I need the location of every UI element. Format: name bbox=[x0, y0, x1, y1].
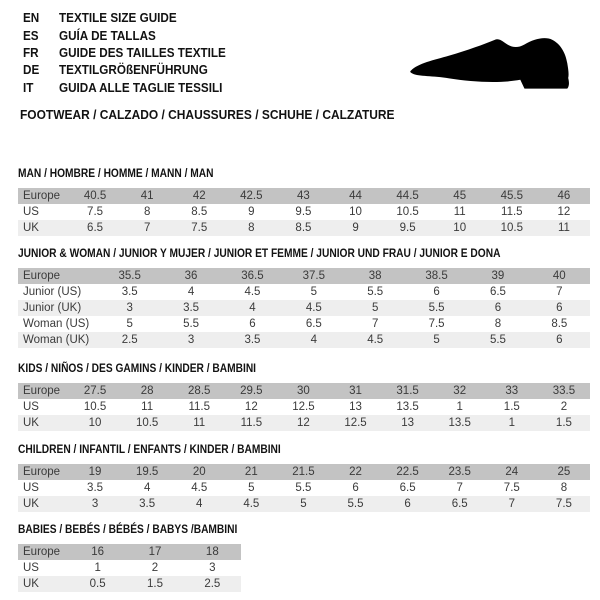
size-value: 21 bbox=[244, 466, 258, 478]
language-label: TEXTILE SIZE GUIDE bbox=[59, 10, 177, 26]
size-value: 11.5 bbox=[501, 206, 523, 218]
size-value: 9 bbox=[352, 222, 359, 234]
size-value: 11 bbox=[193, 417, 206, 429]
size-value: 2 bbox=[560, 401, 568, 413]
row-label: UK bbox=[23, 417, 39, 429]
size-value: 42 bbox=[192, 190, 206, 202]
size-value: 5 bbox=[371, 302, 379, 314]
row-label: Europe bbox=[23, 270, 61, 282]
language-row bbox=[23, 44, 244, 61]
table-row bbox=[18, 464, 590, 480]
size-value: 1 bbox=[94, 562, 101, 574]
language-code: DE bbox=[23, 62, 40, 78]
section-title: MAN / HOMBRE / HOMME / MANN / MAN bbox=[18, 166, 214, 180]
table-row bbox=[18, 284, 590, 300]
size-value: 16 bbox=[91, 546, 105, 558]
size-value: 0.5 bbox=[89, 578, 106, 590]
row-label: UK bbox=[23, 578, 39, 590]
size-value: 4 bbox=[187, 286, 195, 298]
size-value: 6.5 bbox=[451, 498, 468, 510]
size-value: 5.5 bbox=[295, 482, 312, 494]
size-value: 27.5 bbox=[83, 385, 107, 397]
size-value: 13.5 bbox=[396, 401, 419, 413]
size-value: 2.5 bbox=[121, 334, 138, 346]
row-label: US bbox=[23, 562, 39, 574]
size-value: 45 bbox=[453, 190, 467, 202]
size-value: 19 bbox=[88, 466, 102, 478]
size-value: 10 bbox=[88, 417, 102, 429]
row-label: US bbox=[23, 206, 39, 218]
size-value: 24 bbox=[505, 466, 519, 478]
size-value: 31 bbox=[349, 385, 362, 397]
size-value: 12 bbox=[557, 206, 571, 218]
table-row bbox=[18, 496, 590, 512]
table-row bbox=[18, 399, 590, 415]
size-value: 6.5 bbox=[489, 286, 506, 298]
size-value: 10.5 bbox=[396, 206, 419, 218]
size-value: 7.5 bbox=[555, 498, 572, 510]
size-value: 8 bbox=[248, 222, 255, 234]
category-title: FOOTWEAR / CALZADO / CHAUSSURES / SCHUHE / CALZATURE bbox=[20, 107, 395, 122]
size-value: 8.5 bbox=[295, 222, 312, 234]
size-value: 6.5 bbox=[87, 222, 104, 234]
size-value: 32 bbox=[453, 385, 467, 397]
table-row bbox=[18, 415, 590, 431]
size-value: 46 bbox=[557, 190, 571, 202]
size-value: 44.5 bbox=[396, 190, 419, 202]
section-junior-woman bbox=[18, 247, 590, 348]
table-row bbox=[18, 316, 590, 332]
size-table-kids bbox=[18, 383, 590, 431]
size-value: 5 bbox=[300, 498, 307, 510]
language-row bbox=[23, 26, 244, 43]
language-row bbox=[23, 9, 244, 26]
size-value: 1 bbox=[456, 401, 463, 413]
size-value: 7 bbox=[456, 482, 463, 494]
section-title: BABIES / BEBÉS / BÉBÉS / BABYS /BAMBINI bbox=[18, 522, 238, 536]
table-row bbox=[18, 220, 590, 236]
size-value: 1.5 bbox=[146, 578, 163, 590]
size-value: 13 bbox=[401, 417, 414, 429]
size-value: 23.5 bbox=[448, 466, 471, 478]
size-value: 5 bbox=[126, 318, 133, 330]
size-value: 17 bbox=[148, 546, 162, 558]
size-value: 22 bbox=[349, 466, 362, 478]
table-row bbox=[18, 544, 241, 560]
size-value: 1 bbox=[508, 417, 515, 429]
size-value: 33.5 bbox=[552, 385, 576, 397]
size-value: 4 bbox=[310, 334, 318, 346]
size-value: 36 bbox=[184, 270, 198, 282]
size-value: 11.5 bbox=[188, 401, 210, 413]
table-row bbox=[18, 383, 590, 399]
size-value: 10.5 bbox=[83, 401, 107, 413]
size-value: 5.5 bbox=[347, 498, 364, 510]
size-value: 25 bbox=[557, 466, 571, 478]
size-value: 40.5 bbox=[83, 190, 107, 202]
size-value: 30 bbox=[297, 385, 310, 397]
language-list bbox=[23, 9, 244, 96]
size-value: 13 bbox=[349, 401, 362, 413]
section-kids bbox=[18, 362, 590, 431]
language-code: FR bbox=[23, 44, 39, 60]
size-value: 3 bbox=[187, 334, 195, 346]
dress-shoe-icon bbox=[398, 22, 584, 106]
size-value: 31.5 bbox=[396, 385, 419, 397]
size-value: 4.5 bbox=[191, 482, 208, 494]
language-code: ES bbox=[23, 27, 39, 43]
table-row bbox=[18, 300, 590, 316]
size-value: 19.5 bbox=[135, 466, 159, 478]
size-value: 6 bbox=[433, 286, 440, 298]
size-value: 12 bbox=[244, 401, 258, 413]
size-value: 10.5 bbox=[500, 222, 523, 234]
size-value: 7 bbox=[508, 498, 515, 510]
size-value: 20 bbox=[192, 466, 206, 478]
language-label: GUÍA DE TALLAS bbox=[59, 27, 156, 43]
row-label: US bbox=[23, 401, 39, 413]
size-value: 5.5 bbox=[489, 334, 506, 346]
size-value: 4.5 bbox=[244, 286, 261, 298]
section-title: KIDS / NIÑOS / DES GAMINS / KINDER / BAMBINI bbox=[18, 361, 257, 375]
size-value: 8.5 bbox=[551, 318, 568, 330]
size-value: 1.5 bbox=[503, 401, 520, 413]
size-value: 6 bbox=[404, 498, 411, 510]
size-value: 38.5 bbox=[425, 270, 448, 282]
size-value: 8 bbox=[494, 318, 502, 330]
size-value: 7.5 bbox=[503, 482, 520, 494]
row-label: UK bbox=[23, 222, 39, 234]
size-value: 35.5 bbox=[118, 270, 141, 282]
size-value: 3.5 bbox=[139, 498, 156, 510]
size-value: 37.5 bbox=[302, 270, 325, 282]
size-value: 4 bbox=[249, 302, 256, 314]
size-value: 8 bbox=[143, 206, 151, 218]
size-value: 42.5 bbox=[240, 190, 263, 202]
size-value: 11.5 bbox=[240, 417, 263, 429]
section-title: CHILDREN / INFANTIL / ENFANTS / KINDER / BAMBINI bbox=[18, 442, 281, 456]
size-value: 33 bbox=[505, 385, 519, 397]
size-value: 43 bbox=[297, 190, 310, 202]
size-value: 5.5 bbox=[183, 318, 200, 330]
language-row bbox=[23, 79, 244, 96]
table-row bbox=[18, 480, 590, 496]
size-value: 5 bbox=[310, 286, 318, 298]
row-label: US bbox=[23, 482, 39, 494]
size-value: 10.5 bbox=[135, 417, 159, 429]
row-label: Woman (US) bbox=[23, 318, 90, 330]
table-row bbox=[18, 204, 590, 220]
row-label: Woman (UK) bbox=[23, 334, 90, 346]
language-row bbox=[23, 61, 244, 78]
language-label: GUIDE DES TAILLES TEXTILE bbox=[59, 44, 226, 60]
size-value: 11 bbox=[453, 206, 466, 218]
size-value: 9.5 bbox=[295, 206, 312, 218]
size-value: 4.5 bbox=[305, 302, 322, 314]
size-value: 7 bbox=[143, 222, 151, 234]
size-value: 9.5 bbox=[399, 222, 416, 234]
size-value: 6 bbox=[249, 318, 256, 330]
size-value: 44 bbox=[349, 190, 362, 202]
size-value: 22.5 bbox=[396, 466, 419, 478]
size-value: 6.5 bbox=[305, 318, 322, 330]
size-value: 6 bbox=[352, 482, 359, 494]
table-row bbox=[18, 576, 241, 592]
size-value: 6 bbox=[556, 302, 563, 314]
size-value: 4 bbox=[196, 498, 203, 510]
table-row bbox=[18, 268, 590, 284]
size-value: 7.5 bbox=[428, 318, 445, 330]
section-babies bbox=[18, 523, 276, 592]
size-value: 2 bbox=[151, 562, 159, 574]
language-code: EN bbox=[23, 10, 40, 26]
row-label: Junior (US) bbox=[23, 286, 82, 298]
language-label: TEXTILGRÖßENFÜHRUNG bbox=[59, 62, 208, 78]
language-label: GUIDA ALLE TAGLIE TESSILI bbox=[59, 79, 223, 95]
table-row bbox=[18, 332, 590, 348]
size-value: 3 bbox=[91, 498, 99, 510]
size-value: 5 bbox=[433, 334, 440, 346]
size-value: 4.5 bbox=[367, 334, 384, 346]
section-title: JUNIOR & WOMAN / JUNIOR Y MUJER / JUNIOR ET FEMME / JUNIOR UND FRAU / JUNIOR E DONA bbox=[18, 246, 501, 260]
size-value: 3 bbox=[209, 562, 216, 574]
size-value: 7.5 bbox=[87, 206, 104, 218]
size-value: 21.5 bbox=[292, 466, 315, 478]
size-value: 7.5 bbox=[191, 222, 208, 234]
size-value: 2.5 bbox=[204, 578, 221, 590]
size-value: 7 bbox=[556, 286, 563, 298]
size-table-babies bbox=[18, 544, 241, 592]
size-value: 5 bbox=[248, 482, 255, 494]
row-label: UK bbox=[23, 498, 39, 510]
size-value: 13.5 bbox=[448, 417, 471, 429]
size-value: 11 bbox=[557, 222, 570, 234]
table-row bbox=[18, 188, 590, 204]
size-value: 5.5 bbox=[428, 302, 445, 314]
size-value: 12.5 bbox=[292, 401, 315, 413]
size-value: 7 bbox=[371, 318, 379, 330]
size-value: 45.5 bbox=[500, 190, 523, 202]
size-value: 36.5 bbox=[241, 270, 264, 282]
size-value: 8 bbox=[560, 482, 568, 494]
size-value: 3.5 bbox=[183, 302, 200, 314]
size-value: 6 bbox=[494, 302, 502, 314]
table-row bbox=[18, 560, 241, 576]
size-value: 11 bbox=[141, 401, 154, 413]
size-value: 38 bbox=[368, 270, 382, 282]
size-value: 3.5 bbox=[121, 286, 138, 298]
row-label: Europe bbox=[23, 466, 61, 478]
size-table-man bbox=[18, 188, 590, 236]
size-value: 28.5 bbox=[188, 385, 211, 397]
row-label: Europe bbox=[23, 385, 61, 397]
size-value: 12 bbox=[297, 417, 310, 429]
size-value: 3.5 bbox=[87, 482, 104, 494]
size-value: 4.5 bbox=[243, 498, 260, 510]
size-value: 3 bbox=[126, 302, 133, 314]
size-value: 10 bbox=[453, 222, 467, 234]
size-value: 41 bbox=[140, 190, 154, 202]
size-value: 18 bbox=[205, 546, 219, 558]
size-value: 28 bbox=[140, 385, 154, 397]
section-man bbox=[18, 167, 590, 236]
size-value: 8.5 bbox=[191, 206, 208, 218]
language-code: IT bbox=[23, 79, 34, 95]
size-value: 4 bbox=[143, 482, 151, 494]
size-value: 5.5 bbox=[367, 286, 384, 298]
size-value: 1.5 bbox=[555, 417, 572, 429]
size-table-junior-woman bbox=[18, 268, 590, 348]
section-children bbox=[18, 443, 590, 512]
row-label: Junior (UK) bbox=[23, 302, 82, 314]
size-value: 10 bbox=[349, 206, 362, 218]
size-value: 39 bbox=[491, 270, 505, 282]
row-label: Europe bbox=[23, 546, 61, 558]
size-value: 6.5 bbox=[399, 482, 416, 494]
size-value: 12.5 bbox=[344, 417, 367, 429]
size-value: 40 bbox=[552, 270, 566, 282]
size-value: 9 bbox=[248, 206, 255, 218]
size-table-children bbox=[18, 464, 590, 512]
size-value: 6 bbox=[556, 334, 563, 346]
size-value: 29.5 bbox=[240, 385, 263, 397]
size-value: 3.5 bbox=[244, 334, 261, 346]
row-label: Europe bbox=[23, 190, 61, 202]
